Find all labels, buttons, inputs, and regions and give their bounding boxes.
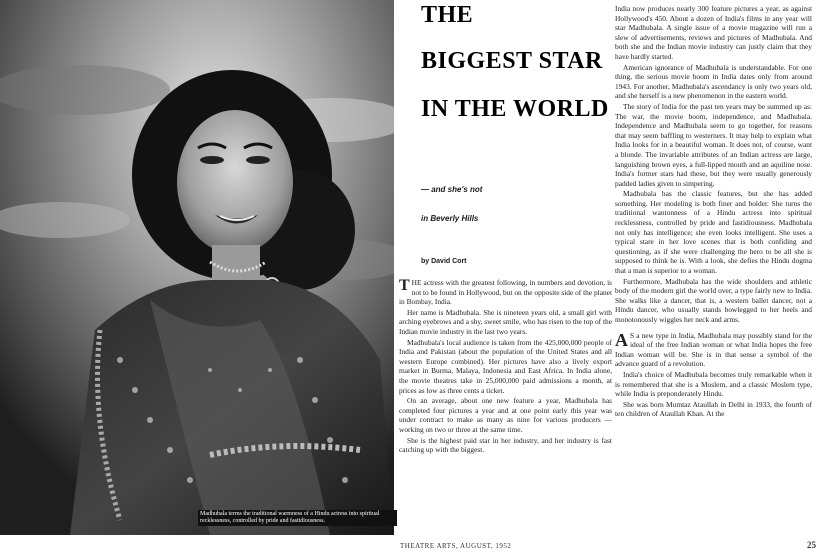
- photo-caption: Madhubala terms the traditional warmness of a Hindu actress into spiritual recklessness, controlled by pride and fastidiousness.: [198, 510, 397, 526]
- magazine-footer: THEATRE ARTS, AUGUST, 1952: [400, 542, 512, 550]
- page-number: 25: [807, 540, 816, 550]
- drop-cap: T: [399, 277, 410, 294]
- paragraph: She was born Mumtaz Ataullah in Delhi in 1933, the fourth of ten children of Ataullah Khan. At the: [615, 399, 812, 419]
- paragraph: She is the highest paid star in her industry, and her industry is fast catching up with the biggest.: [399, 435, 612, 455]
- paragraph: Madhubala has the classic features, but she has added something. Her modeling is both finer and bolder. She turns the traditional wantonness of a Hindu actress into spiritual recklessness, controlled by pride and fastidiousness. Madhubala not only has intelligence; she even looks intelligent. She uses a typical stare in her love scenes that is both confiding and questioning, as if she were challenging the hero to be all she is supposed to think he is. With a look, she defies the Hindu dogma that a man is superior to a woman.: [615, 189, 812, 276]
- paragraph: Madhubala's local audience is taken from the 425,000,000 people of India and Pakistan (about the population of the United States and all western Europe combined). Her pictures have also a lively export market in Burma, Malaya, Indonesia and East Africa. In India alone, the movie theatres take in 25,000,000 paid admissions a month, at prices as low as three cents a ticket.: [399, 337, 612, 395]
- paragraph: The story of India for the past ten years may be summed up as: The war, the movie boom, independence, and Madhubala. Independence and Madhubala seem to go together, for reasons that may seem baffling to westerners. It may help to explain what India looks for in a beautiful woman. It does not, of course, want a blonde. The invariable attributes of an Indian actress are large, languishing brown eyes, a full-lipped mouth and an aquiline nose. India's former stars had these, but they were usually generously padded ladies given to simpering.: [615, 101, 812, 188]
- paragraph: American ignorance of Madhubala is understandable. For one thing, the serious movie boom in India dates only from around 1943. For another, Madhubala's ascendancy is only two years old, and she herself is a new phenomenon in the eastern world.: [615, 62, 812, 101]
- article-title-line-2: BIGGEST STAR: [421, 48, 603, 74]
- portrait-photo: [0, 0, 394, 535]
- paragraph: India's choice of Madhubala becomes truly remarkable when it is remembered that she is a Moslem, and a classic Moslem type, while India is preponderately Hindu.: [615, 369, 812, 399]
- paragraph: THE actress with the greatest following, in numbers and devotion, is not to be found in Hollywood, but on the opposite side of the planet in Bombay, India.: [399, 277, 613, 307]
- paragraph: On an average, about one new feature a year, Madhubala has completed four pictures a year and at one point early this year was under contract to make as many as nine for various producers — working on two or three at the same time.: [399, 396, 612, 434]
- paragraph: A S a new type in India, Madhubala may possibly stand for the ideal of the free Indian woman or what India hopes the free Indian woman will be. She is in that sense a symbol of the advance guard of a revolution.: [615, 329, 812, 369]
- article-subtitle-line-2: in Beverly Hills: [421, 214, 479, 223]
- drop-cap: A: [615, 329, 628, 350]
- paragraph: India now produces nearly 300 feature pictures a year, as against Hollywood's 450. About a dozen of India's films in any year will star Madhubala. A single issue of a movie magazine will run a slew of advertisements, reviews and pictures of Madhubala. And both she and the Indian movie industry can justly claim that they have hardly started.: [615, 4, 812, 61]
- byline: by David Cort: [421, 258, 467, 265]
- article-title-line-1: THE: [421, 2, 474, 28]
- portrait-illustration: [0, 0, 394, 535]
- left-text-column: [399, 278, 612, 456]
- article-subtitle-line-1: — and she's not: [421, 185, 483, 194]
- article-title-line-3: IN THE WORLD: [421, 96, 609, 122]
- paragraph: Furthermore, Madhubala has the wide shoulders and athletic body of the modern girl the world over, a type fairly new to India. She walks like a dancer, that is, a western ballet dancer, not a Hindu dancer, who usually stands bowlegged to her heels and monotonously wiggles her neck and arms.: [615, 276, 812, 324]
- paragraph: Her name is Madhubala. She is nineteen years old, a small girl with arching eyebrows and a shy, sweet smile, who has risen to the top of the Indian movie industry in the last two years.: [399, 307, 612, 336]
- right-text-column: [615, 4, 812, 420]
